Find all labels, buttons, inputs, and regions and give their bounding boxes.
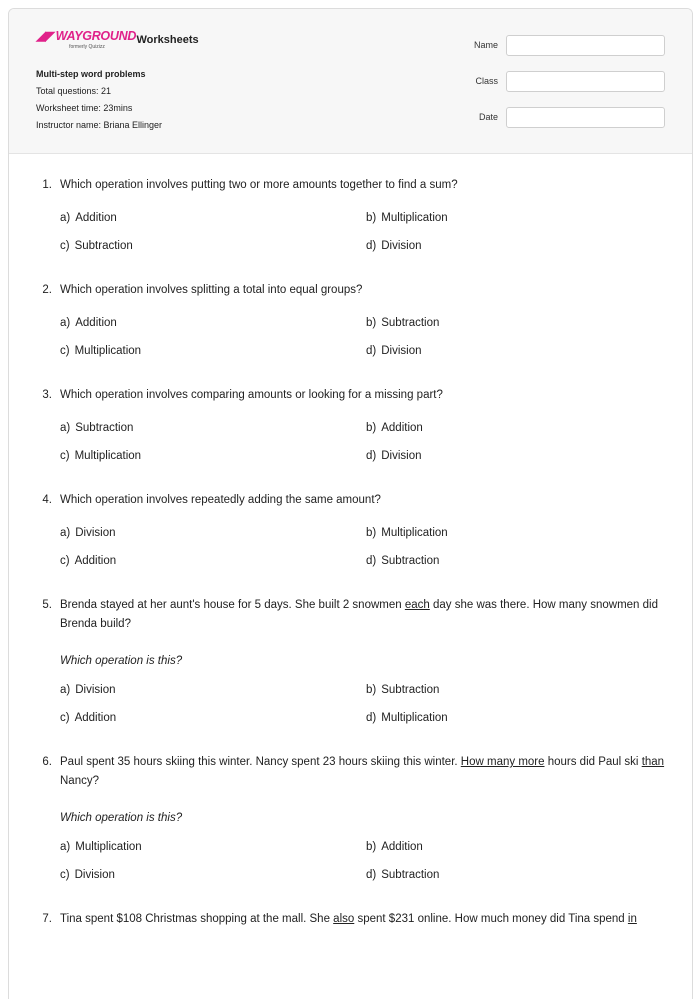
question-text-part: Nancy?: [60, 775, 99, 787]
answer-options: [60, 838, 692, 884]
option-text: Multiplication: [381, 712, 448, 724]
option-text: Addition: [381, 841, 423, 853]
option-text: Division: [75, 527, 116, 539]
answer-option[interactable]: [366, 838, 616, 856]
option-text: Division: [381, 450, 422, 462]
operation-prompt: Which operation is this?: [60, 812, 183, 824]
question-text-part: day she was there. How many snowmen did Brenda build?: [60, 599, 658, 630]
option-letter: d): [366, 869, 377, 881]
option-text: Multiplication: [381, 212, 448, 224]
answer-option[interactable]: [366, 866, 616, 884]
option-text: Subtraction: [75, 422, 134, 434]
question-text: [60, 596, 670, 634]
question-text: [60, 491, 670, 510]
name-field[interactable]: [506, 35, 665, 56]
option-letter: d): [366, 345, 377, 357]
question-text: [60, 176, 670, 195]
question: [9, 596, 692, 727]
emphasis-text: each: [404, 599, 430, 611]
option-letter: c): [60, 712, 70, 724]
option-letter: c): [60, 555, 70, 567]
question-text: [60, 910, 670, 929]
operation-prompt: Which operation is this?: [60, 655, 183, 667]
logo-text: WAYGROUND: [55, 29, 137, 43]
logo-subtext: formerly Quizizz: [69, 44, 105, 50]
name-label: Name: [473, 40, 498, 50]
answer-option[interactable]: [366, 524, 616, 542]
question: [9, 753, 692, 884]
option-text: Addition: [74, 712, 117, 724]
option-text: Multiplication: [381, 527, 448, 539]
option-letter: b): [366, 422, 377, 434]
question-text-part: Brenda stayed at her aunt's house for 5 days. She built 2 snowmen: [60, 599, 405, 611]
option-letter: c): [60, 345, 70, 357]
question-number: 5.: [42, 599, 52, 611]
question: [9, 910, 692, 929]
question-text-part: hours did Paul ski: [544, 756, 642, 768]
worksheet-time: Worksheet time: 23mins: [36, 103, 133, 113]
emphasis-text: How many more: [460, 756, 545, 768]
answer-options: [60, 419, 692, 465]
answer-option[interactable]: [366, 419, 616, 437]
option-letter: b): [366, 841, 377, 853]
option-letter: d): [366, 240, 377, 252]
question-number: 2.: [42, 284, 52, 296]
question-number: 3.: [42, 389, 52, 401]
option-text: Multiplication: [74, 345, 142, 357]
worksheet: [8, 8, 693, 999]
date-label: Date: [478, 112, 498, 122]
option-text: Division: [75, 684, 116, 696]
brand: [36, 30, 199, 50]
worksheet-header: [9, 9, 692, 154]
emphasis-text: also: [333, 913, 355, 925]
question-number: 1.: [42, 179, 52, 191]
option-text: Addition: [74, 555, 117, 567]
answer-option[interactable]: [60, 314, 366, 332]
option-letter: d): [366, 712, 377, 724]
option-letter: b): [366, 527, 377, 539]
answer-option[interactable]: [366, 314, 616, 332]
answer-option[interactable]: [60, 709, 366, 727]
answer-options: [60, 524, 692, 570]
answer-option[interactable]: [60, 447, 366, 465]
answer-options: [60, 209, 692, 255]
option-letter: a): [60, 527, 71, 539]
answer-option[interactable]: [366, 342, 616, 360]
answer-option[interactable]: [366, 209, 616, 227]
option-text: Addition: [381, 422, 423, 434]
option-text: Division: [74, 869, 115, 881]
question-text-part: Which operation involves comparing amounts or looking for a missing part?: [60, 389, 443, 401]
question-text: [60, 753, 670, 791]
question-text-part: Which operation involves splitting a total into equal groups?: [60, 284, 363, 296]
question-text-part: Which operation involves repeatedly adding the same amount?: [60, 494, 381, 506]
question-text: [60, 386, 670, 405]
option-letter: a): [60, 317, 71, 329]
answer-option[interactable]: [366, 709, 616, 727]
question-number: 7.: [42, 913, 52, 925]
answer-options: [60, 681, 692, 727]
answer-option[interactable]: [60, 866, 366, 884]
question-number: 4.: [42, 494, 52, 506]
class-field[interactable]: [506, 71, 665, 92]
option-text: Subtraction: [381, 555, 440, 567]
option-letter: b): [366, 317, 377, 329]
answer-option[interactable]: [366, 552, 616, 570]
answer-option[interactable]: [60, 237, 366, 255]
option-letter: c): [60, 450, 70, 462]
answer-option[interactable]: [60, 552, 366, 570]
option-letter: d): [366, 450, 377, 462]
option-text: Multiplication: [75, 841, 142, 853]
option-letter: b): [366, 212, 377, 224]
option-letter: a): [60, 684, 71, 696]
option-letter: b): [366, 684, 377, 696]
answer-option[interactable]: [60, 209, 366, 227]
class-label: Class: [475, 76, 498, 86]
option-text: Addition: [75, 212, 117, 224]
option-text: Subtraction: [381, 869, 440, 881]
answer-option[interactable]: [60, 524, 366, 542]
total-questions: Total questions: 21: [36, 86, 112, 96]
question-text-part: spent $231 online. How much money did Tina spend: [354, 913, 628, 925]
question-text: [60, 281, 670, 300]
option-letter: d): [366, 555, 377, 567]
question: [9, 281, 692, 360]
question: [9, 491, 692, 570]
option-letter: a): [60, 212, 71, 224]
answer-option[interactable]: [366, 237, 616, 255]
worksheet-meta: [36, 66, 162, 134]
answer-option[interactable]: [60, 681, 366, 699]
app-name: Worksheets: [136, 34, 199, 46]
logo-mark-icon: ◢◤: [36, 29, 55, 43]
answer-option[interactable]: [60, 342, 366, 360]
question-text-part: Tina spent $108 Christmas shopping at the mall. She: [60, 913, 334, 925]
option-text: Addition: [75, 317, 117, 329]
date-field[interactable]: [506, 107, 665, 128]
option-letter: a): [60, 422, 71, 434]
question-list: [9, 154, 692, 929]
option-letter: a): [60, 841, 71, 853]
option-text: Subtraction: [381, 684, 440, 696]
wayground-logo: [36, 29, 137, 50]
instructor-name: Instructor name: Briana Ellinger: [36, 120, 163, 130]
answer-option[interactable]: [60, 419, 366, 437]
question: [9, 386, 692, 465]
emphasis-text: in: [627, 913, 637, 925]
option-letter: c): [60, 869, 70, 881]
answer-option[interactable]: [366, 681, 616, 699]
student-fields: [474, 34, 665, 142]
worksheet-title: Multi-step word problems: [36, 69, 146, 79]
option-text: Division: [381, 240, 422, 252]
option-letter: c): [60, 240, 70, 252]
option-text: Multiplication: [74, 450, 142, 462]
answer-option[interactable]: [60, 838, 366, 856]
emphasis-text: than: [641, 756, 665, 768]
question-text-part: Paul spent 35 hours skiing this winter. Nancy spent 23 hours skiing this winter.: [60, 756, 461, 768]
answer-option[interactable]: [366, 447, 616, 465]
option-text: Subtraction: [74, 240, 133, 252]
answer-options: [60, 314, 692, 360]
option-text: Subtraction: [381, 317, 440, 329]
option-text: Division: [381, 345, 422, 357]
question-number: 6.: [42, 756, 52, 768]
question: [9, 176, 692, 255]
question-text-part: Which operation involves putting two or more amounts together to find a sum?: [60, 179, 458, 191]
